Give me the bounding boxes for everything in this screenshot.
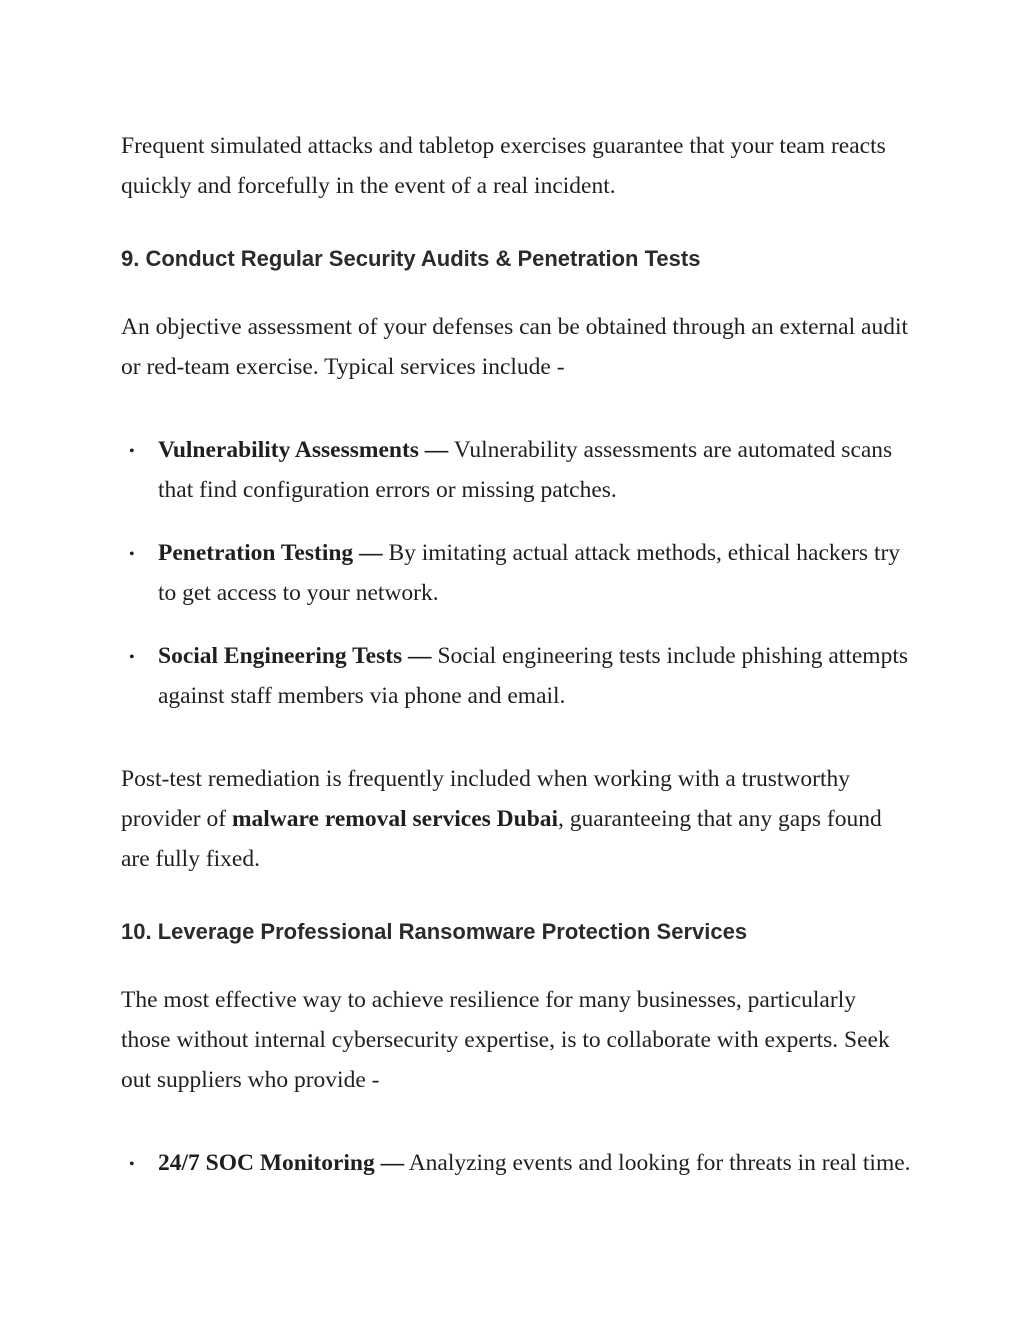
list-item-title: Vulnerability Assessments —	[158, 437, 449, 463]
document-page	[121, 126, 911, 1183]
list-item	[121, 636, 911, 716]
section-9-heading: 9. Conduct Regular Security Audits & Penetration Tests	[121, 246, 701, 271]
remediation-text-end: , guaranteeing that any gaps found are fully fixed.	[121, 806, 882, 872]
list-item	[121, 430, 911, 510]
bullet-icon: •	[129, 443, 135, 460]
list-item	[121, 1143, 911, 1183]
list-item-text: Social engineering tests include phishing attempts against staff members via phone and email.	[158, 643, 908, 709]
remediation-paragraph	[121, 759, 911, 879]
remediation-text-start: Post-test remediation is frequently included when working with a trustworthy provider of	[121, 766, 851, 832]
protection-services-list	[121, 1143, 911, 1183]
list-item-title: Social Engineering Tests —	[158, 643, 432, 669]
list-item-text: By imitating actual attack methods, ethical hackers try to get access to your network.	[158, 540, 901, 606]
bullet-icon: •	[129, 1156, 135, 1173]
list-item-title: Penetration Testing —	[158, 540, 383, 566]
section-10-heading: 10. Leverage Professional Ransomware Protection Services	[121, 919, 748, 944]
bullet-icon: •	[129, 546, 135, 563]
section-10-intro: The most effective way to achieve resilience for many businesses, particularly those without internal cybersecurity expertise, is to collaborate with experts. Seek out suppliers who provide -	[121, 987, 890, 1093]
list-item	[121, 533, 911, 613]
incident-response-paragraph: Frequent simulated attacks and tabletop exercises guarantee that your team reacts quickly and forcefully in the event of a real incident.	[121, 133, 886, 199]
list-item-text: Analyzing events and looking for threats in real time.	[404, 1150, 911, 1176]
section-9-intro: An objective assessment of your defenses can be obtained through an external audit or red-team exercise. Typical services include -	[121, 314, 908, 380]
provider-keyword: malware removal services Dubai	[231, 806, 559, 832]
bullet-icon: •	[129, 649, 135, 666]
list-item-text: Vulnerability assessments are automated scans that find configuration errors or missing patches.	[158, 437, 893, 503]
audit-services-list	[121, 430, 911, 716]
list-item-title: 24/7 SOC Monitoring —	[158, 1150, 405, 1176]
